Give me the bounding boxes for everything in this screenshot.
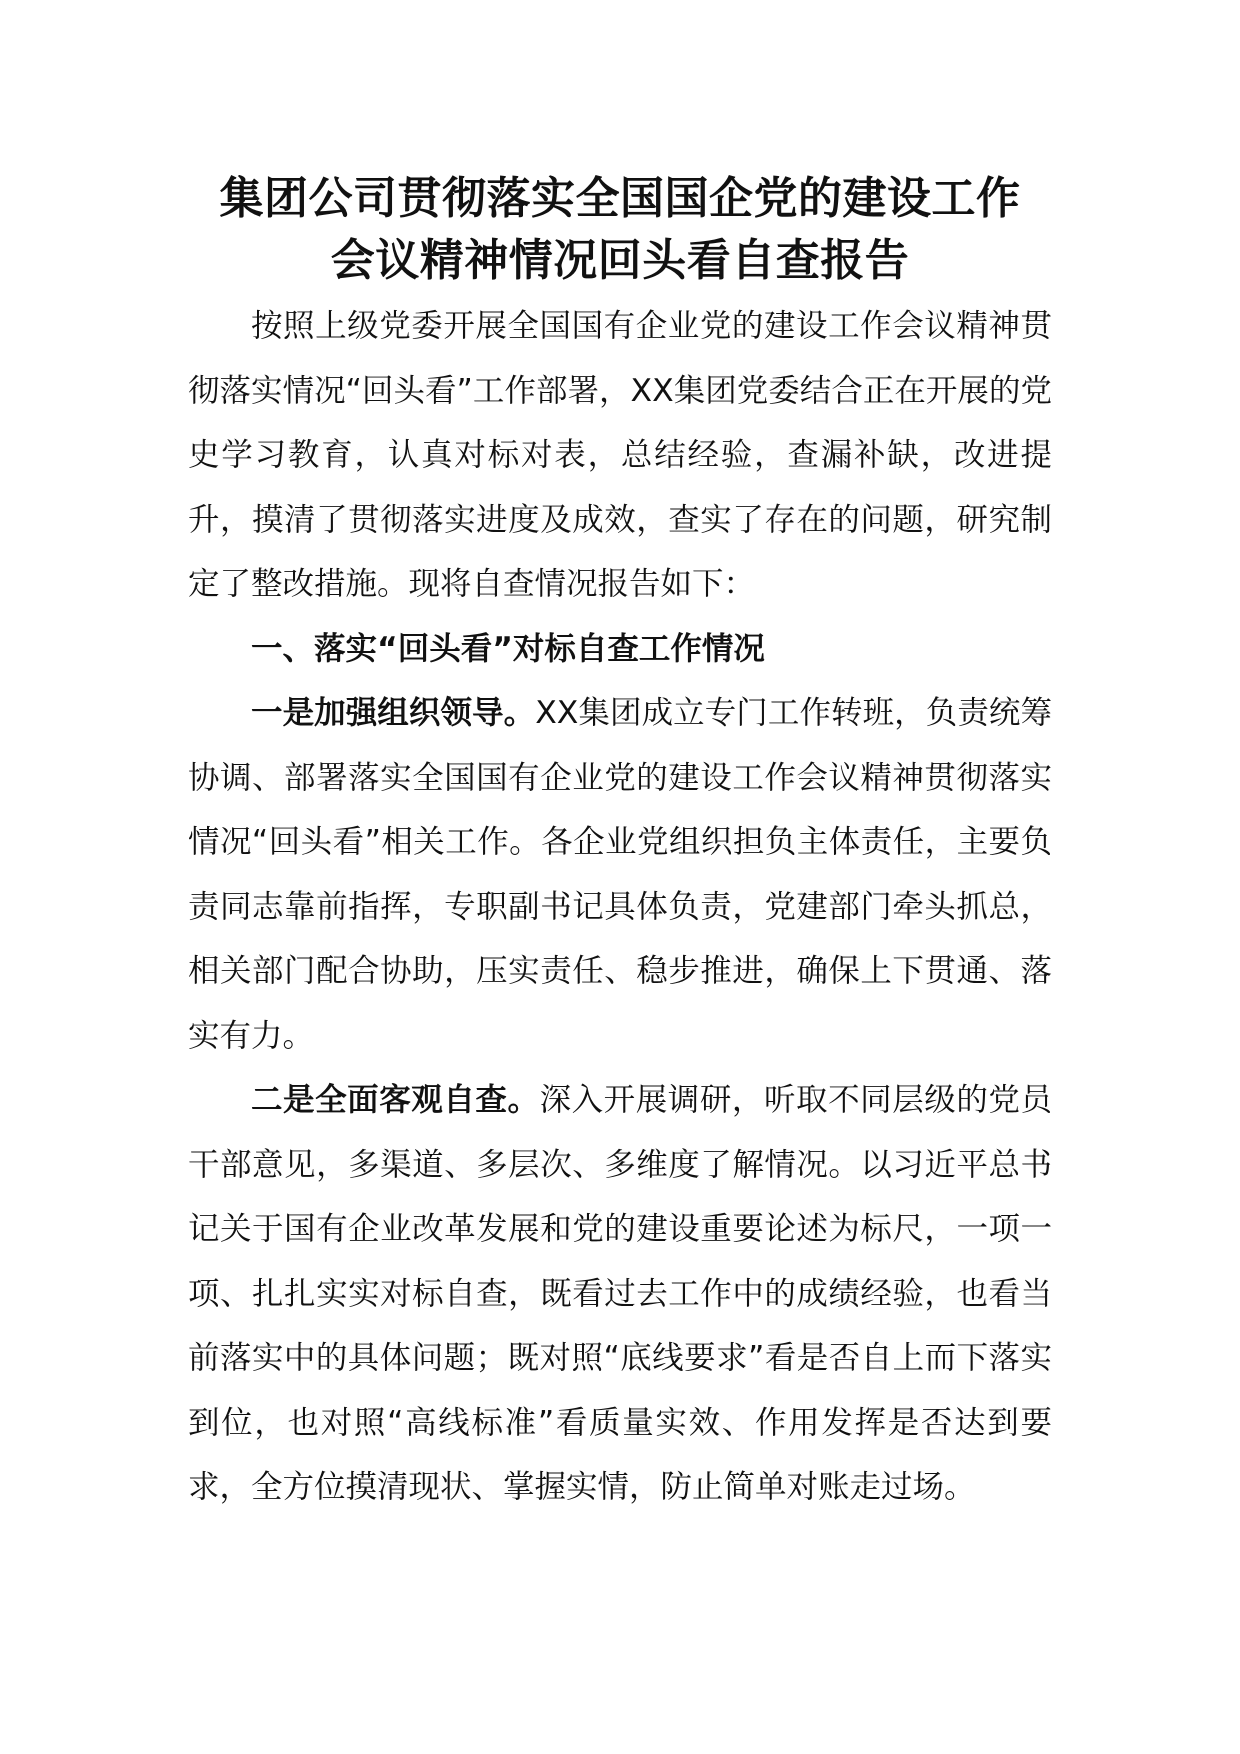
- item-2-paragraph: [188, 1068, 1052, 1520]
- item-2-lead: 二是全面客观自查。: [251, 1082, 540, 1118]
- item-1-paragraph: [188, 681, 1052, 1068]
- title-line-2: 会议精神情况回头看自查报告: [330, 235, 910, 286]
- item-1-text: XX集团成立专门工作转班，负责统筹协调、部署落实全国国有企业党的建设工作会议精神贯彻落实情况“回头看”相关工作。各企业党组织担负主体责任，主要负责同志靠前指挥，专职副书记具体负责，党建部门牵头抓总，相关部门配合协助，压实责任、稳步推进，确保上下贯通、落实有力。: [188, 695, 1052, 1054]
- item-2-text: 深入开展调研，听取不同层级的党员干部意见，多渠道、多层次、多维度了解情况。以习近平总书记关于国有企业改革发展和党的建设重要论述为标尺，一项一项、扎扎实实对标自查，既看过去工作中的成绩经验，也看当前落实中的具体问题；既对照“底线要求”看是否自上而下落实到位，也对照“高线标准”看质量实效、作用发挥是否达到要求，全方位摸清现状、掌握实情，防止简单对账走过场。: [188, 1082, 1052, 1505]
- section-heading: 一、落实“回头看”对标自查工作情况: [251, 630, 765, 667]
- intro-paragraph: 按照上级党委开展全国国有企业党的建设工作会议精神贯彻落实情况“回头看”工作部署，XX集团党委结合正在开展的党史学习教育，认真对标对表，总结经验，查漏补缺，改进提升，摸清了贯彻落实进度及成效，查实了存在的问题，研究制定了整改措施。现将自查情况报告如下：: [188, 308, 1052, 602]
- document-title: [190, 168, 1050, 292]
- item-1-lead: 一是加强组织领导。: [251, 695, 536, 731]
- document-body: [188, 294, 1052, 1520]
- title-line-1: 集团公司贯彻落实全国国企党的建设工作: [219, 173, 1021, 224]
